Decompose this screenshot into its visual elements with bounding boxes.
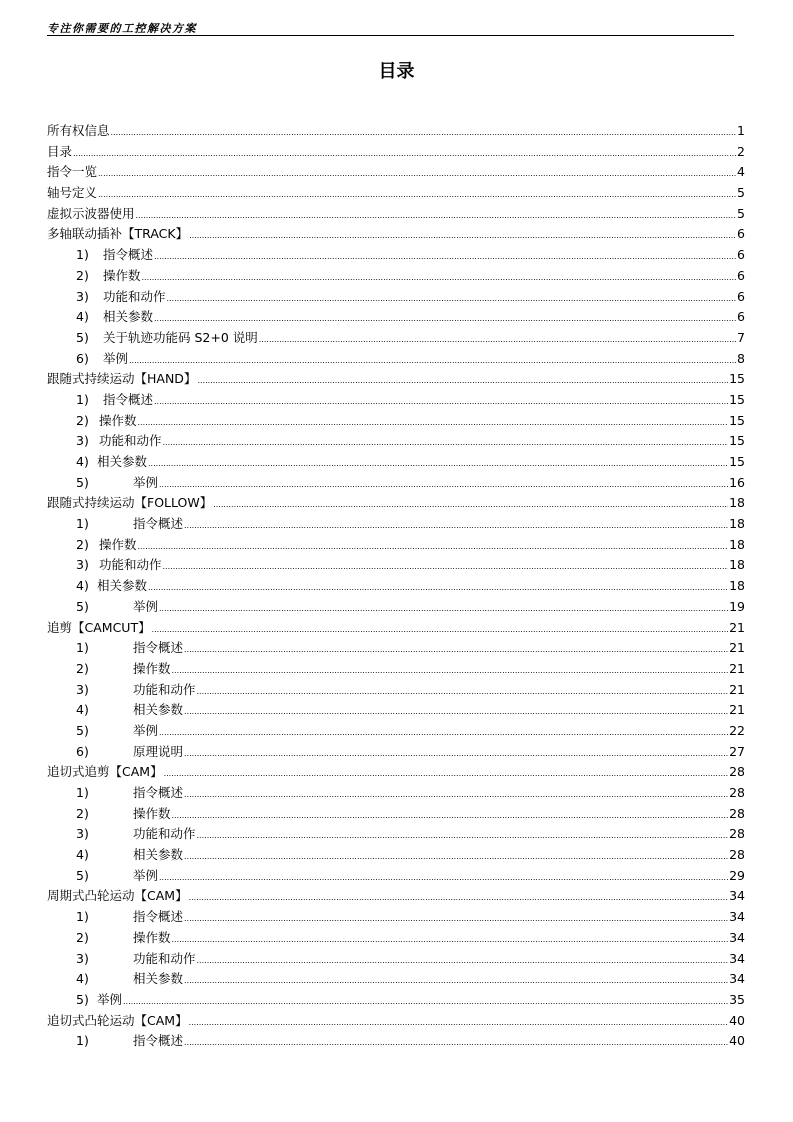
toc-number: 4) — [76, 971, 89, 987]
toc-leader-dots — [159, 721, 728, 744]
toc-leader-dots — [136, 204, 737, 227]
toc-label: 操作数 — [103, 267, 141, 283]
toc-leader-dots — [197, 369, 728, 392]
toc-page-number: 34 — [729, 950, 745, 966]
toc-page-number: 22 — [729, 722, 745, 738]
toc-subentry[interactable] — [47, 535, 745, 556]
toc-subentry[interactable] — [47, 969, 745, 990]
toc-page-number: 1 — [737, 123, 745, 138]
toc-subentry[interactable] — [47, 804, 745, 825]
toc-subentry[interactable] — [47, 245, 745, 266]
toc-leader-dots — [98, 183, 736, 206]
table-of-contents — [47, 121, 745, 1052]
toc-leader-dots — [172, 928, 729, 951]
toc-label: 指令概述 — [103, 247, 154, 263]
toc-leader-dots — [154, 390, 728, 413]
toc-number: 5) — [76, 598, 89, 614]
toc-entry[interactable] — [47, 886, 745, 907]
toc-number: 1) — [76, 909, 89, 925]
toc-label: 功能和动作 — [133, 826, 196, 842]
toc-leader-dots — [152, 618, 729, 641]
toc-number: 1) — [76, 516, 89, 532]
toc-label: 功能和动作 — [99, 433, 162, 449]
toc-label: 操作数 — [99, 412, 137, 428]
toc-page-number: 4 — [737, 164, 745, 180]
toc-leader-dots — [184, 638, 728, 661]
toc-leader-dots — [98, 162, 736, 185]
toc-leader-dots — [148, 576, 728, 599]
toc-subentry[interactable] — [47, 845, 745, 866]
toc-leader-dots — [197, 824, 729, 847]
toc-page-number: 40 — [729, 1033, 745, 1049]
toc-number: 1) — [76, 640, 89, 656]
toc-leader-dots — [197, 680, 729, 703]
toc-page-number: 15 — [729, 371, 745, 387]
toc-number: 3) — [76, 433, 89, 449]
toc-subentry[interactable] — [47, 990, 745, 1011]
toc-subentry[interactable] — [47, 555, 745, 576]
toc-page-number: 28 — [729, 785, 745, 800]
toc-leader-dots — [111, 121, 737, 144]
toc-leader-dots — [184, 783, 728, 806]
toc-page-number: 8 — [737, 350, 745, 366]
toc-page-number: 6 — [737, 247, 745, 263]
toc-subentry[interactable] — [47, 287, 745, 308]
toc-leader-dots — [172, 804, 729, 827]
toc-leader-dots — [184, 700, 728, 723]
toc-page-number: 15 — [729, 412, 745, 428]
toc-number: 3) — [76, 681, 89, 697]
toc-number: 5) — [76, 474, 89, 490]
toc-subentry[interactable] — [47, 307, 745, 328]
toc-page-number: 6 — [737, 226, 745, 242]
toc-label: 举例 — [103, 350, 129, 366]
toc-leader-dots — [184, 514, 728, 537]
toc-number: 2) — [76, 412, 89, 428]
toc-page-number: 15 — [729, 454, 745, 469]
toc-subentry[interactable] — [47, 659, 745, 680]
toc-number: 4) — [76, 309, 89, 325]
toc-page-number: 5 — [737, 205, 745, 221]
toc-label: 周期式凸轮运动【CAM】 — [47, 888, 188, 904]
toc-page-number: 28 — [729, 826, 745, 842]
toc-leader-dots — [184, 969, 728, 992]
toc-number: 5) — [76, 329, 89, 345]
toc-number: 3) — [76, 826, 89, 842]
toc-label: 指令概述 — [133, 516, 184, 532]
toc-label: 举例 — [133, 474, 159, 490]
toc-page-number: 27 — [729, 743, 745, 759]
toc-entry[interactable] — [47, 162, 745, 183]
toc-leader-dots — [189, 1011, 729, 1034]
toc-page-number: 15 — [729, 391, 745, 407]
toc-entry[interactable] — [47, 183, 745, 204]
toc-leader-dots — [184, 742, 728, 765]
toc-label: 举例 — [133, 598, 159, 614]
toc-page-number: 16 — [729, 474, 745, 490]
toc-label: 操作数 — [133, 805, 171, 821]
toc-leader-dots — [167, 287, 737, 310]
toc-number: 2) — [76, 660, 89, 676]
toc-leader-dots — [154, 245, 736, 268]
toc-page-number: 21 — [729, 660, 745, 676]
toc-page-number: 18 — [729, 557, 745, 573]
toc-number: 3) — [76, 950, 89, 966]
header-text: 专注你需要的工控解决方案 — [47, 22, 197, 35]
toc-page-number: 21 — [729, 681, 745, 697]
toc-number: 6) — [76, 743, 89, 759]
toc-leader-dots — [138, 535, 729, 558]
toc-number: 5) — [76, 867, 89, 883]
toc-entry[interactable] — [47, 121, 745, 142]
toc-leader-dots — [184, 845, 728, 868]
toc-leader-dots — [197, 949, 729, 972]
toc-subentry[interactable] — [47, 1031, 745, 1052]
toc-label: 功能和动作 — [99, 557, 162, 573]
toc-leader-dots — [159, 866, 728, 889]
toc-label: 指令概述 — [133, 785, 184, 800]
toc-page-number: 21 — [729, 640, 745, 656]
toc-label: 追切式追剪【CAM】 — [47, 764, 163, 780]
toc-number: 3) — [76, 288, 89, 304]
toc-page-number: 6 — [737, 288, 745, 304]
toc-subentry[interactable] — [47, 742, 745, 763]
toc-label: 指令一览 — [47, 164, 98, 180]
toc-subentry[interactable] — [47, 266, 745, 287]
toc-leader-dots — [148, 452, 728, 475]
toc-number: 5) — [76, 722, 89, 738]
toc-subentry[interactable] — [47, 928, 745, 949]
toc-label: 虚拟示波器使用 — [47, 205, 135, 221]
toc-label: 功能和动作 — [103, 288, 166, 304]
toc-entry[interactable] — [47, 493, 745, 514]
toc-subentry[interactable] — [47, 452, 745, 473]
toc-page-number: 35 — [729, 991, 745, 1007]
toc-subentry[interactable] — [47, 390, 745, 411]
toc-label: 追切式凸轮运动【CAM】 — [47, 1012, 188, 1028]
toc-label: 跟随式持续运动【HAND】 — [47, 371, 197, 387]
toc-subentry[interactable] — [47, 638, 745, 659]
toc-page-number: 34 — [729, 909, 745, 925]
toc-leader-dots — [142, 266, 737, 289]
toc-subentry[interactable] — [47, 431, 745, 452]
page-title: 目录 — [378, 61, 415, 82]
toc-leader-dots — [123, 990, 728, 1013]
toc-label: 相关参数 — [133, 702, 184, 718]
toc-label: 相关参数 — [97, 454, 148, 469]
toc-subentry[interactable] — [47, 721, 745, 742]
toc-label: 功能和动作 — [133, 950, 196, 966]
toc-subentry[interactable] — [47, 866, 745, 887]
toc-label: 举例 — [97, 991, 123, 1007]
toc-subentry[interactable] — [47, 514, 745, 535]
toc-subentry[interactable] — [47, 907, 745, 928]
toc-label: 追剪【CAMCUT】 — [47, 619, 151, 635]
toc-leader-dots — [164, 762, 729, 785]
toc-label: 指令概述 — [103, 391, 154, 407]
toc-label: 相关参数 — [97, 578, 148, 594]
toc-label: 轴号定义 — [47, 185, 98, 201]
toc-label: 相关参数 — [103, 309, 154, 325]
toc-label: 指令概述 — [133, 909, 184, 925]
toc-number: 6) — [76, 350, 89, 366]
toc-leader-dots — [184, 1031, 728, 1054]
toc-entry[interactable] — [47, 762, 745, 783]
toc-subentry[interactable] — [47, 700, 745, 721]
toc-subentry[interactable] — [47, 473, 745, 494]
toc-number: 2) — [76, 536, 89, 552]
toc-page-number: 5 — [737, 185, 745, 201]
toc-leader-dots — [189, 886, 729, 909]
toc-page-number: 6 — [737, 309, 745, 325]
toc-page-number: 28 — [729, 764, 745, 780]
toc-leader-dots — [189, 224, 736, 247]
toc-label: 指令概述 — [133, 1033, 184, 1049]
toc-label: 目录 — [47, 143, 73, 159]
toc-page-number: 40 — [729, 1012, 745, 1028]
toc-label: 操作数 — [99, 536, 137, 552]
toc-leader-dots — [259, 328, 736, 351]
toc-number: 2) — [76, 929, 89, 945]
toc-leader-dots — [213, 493, 728, 516]
toc-label: 举例 — [133, 722, 159, 738]
toc-number: 2) — [76, 267, 89, 283]
toc-label: 所有权信息 — [47, 123, 110, 138]
toc-leader-dots — [159, 473, 728, 496]
toc-page-number: 28 — [729, 805, 745, 821]
toc-number: 4) — [76, 847, 89, 863]
toc-page-number: 7 — [737, 329, 745, 345]
toc-number: 1) — [76, 1033, 89, 1049]
toc-leader-dots — [73, 142, 736, 165]
toc-leader-dots — [163, 555, 729, 578]
toc-number: 1) — [76, 391, 89, 407]
toc-page-number: 6 — [737, 267, 745, 283]
toc-label: 多轴联动插补【TRACK】 — [47, 226, 189, 242]
toc-page-number: 18 — [729, 536, 745, 552]
toc-entry[interactable] — [47, 1011, 745, 1032]
toc-page-number: 21 — [729, 619, 745, 635]
page-header — [47, 17, 734, 36]
toc-subentry[interactable] — [47, 680, 745, 701]
toc-page-number: 29 — [729, 867, 745, 883]
toc-leader-dots — [184, 907, 728, 930]
toc-label: 关于轨迹功能码 S2+0 说明 — [103, 329, 258, 345]
toc-subentry[interactable] — [47, 949, 745, 970]
toc-subentry[interactable] — [47, 597, 745, 618]
toc-page-number: 18 — [729, 516, 745, 532]
toc-subentry[interactable] — [47, 411, 745, 432]
toc-leader-dots — [138, 411, 729, 434]
toc-label: 功能和动作 — [133, 681, 196, 697]
toc-leader-dots — [163, 431, 729, 454]
toc-number: 5) — [76, 991, 89, 1007]
toc-page-number: 18 — [729, 578, 745, 594]
toc-page-number: 34 — [729, 929, 745, 945]
toc-leader-dots — [172, 659, 729, 682]
toc-leader-dots — [154, 307, 736, 330]
toc-subentry[interactable] — [47, 824, 745, 845]
toc-label: 相关参数 — [133, 971, 184, 987]
toc-label: 原理说明 — [133, 743, 184, 759]
toc-entry[interactable] — [47, 142, 745, 163]
toc-number: 4) — [76, 578, 89, 594]
toc-page-number: 21 — [729, 702, 745, 718]
toc-number: 2) — [76, 805, 89, 821]
toc-page-number: 15 — [729, 433, 745, 449]
toc-page-number: 34 — [729, 888, 745, 904]
toc-leader-dots — [129, 349, 736, 372]
toc-page-number: 34 — [729, 971, 745, 987]
toc-page-number: 28 — [729, 847, 745, 863]
toc-label: 操作数 — [133, 929, 171, 945]
toc-subentry[interactable] — [47, 783, 745, 804]
toc-subentry[interactable] — [47, 349, 745, 370]
toc-label: 指令概述 — [133, 640, 184, 656]
toc-entry[interactable] — [47, 224, 745, 245]
toc-entry[interactable] — [47, 618, 745, 639]
toc-label: 举例 — [133, 867, 159, 883]
toc-label: 相关参数 — [133, 847, 184, 863]
toc-entry[interactable] — [47, 369, 745, 390]
toc-label: 跟随式持续运动【FOLLOW】 — [47, 495, 213, 511]
toc-subentry[interactable] — [47, 328, 745, 349]
toc-number: 4) — [76, 454, 89, 469]
toc-label: 操作数 — [133, 660, 171, 676]
toc-number: 3) — [76, 557, 89, 573]
toc-leader-dots — [159, 597, 728, 620]
toc-number: 1) — [76, 785, 89, 800]
toc-page-number: 18 — [729, 495, 745, 511]
toc-subentry[interactable] — [47, 576, 745, 597]
toc-page-number: 19 — [729, 598, 745, 614]
toc-number: 1) — [76, 247, 89, 263]
toc-page-number: 2 — [737, 143, 745, 159]
toc-entry[interactable] — [47, 204, 745, 225]
toc-number: 4) — [76, 702, 89, 718]
